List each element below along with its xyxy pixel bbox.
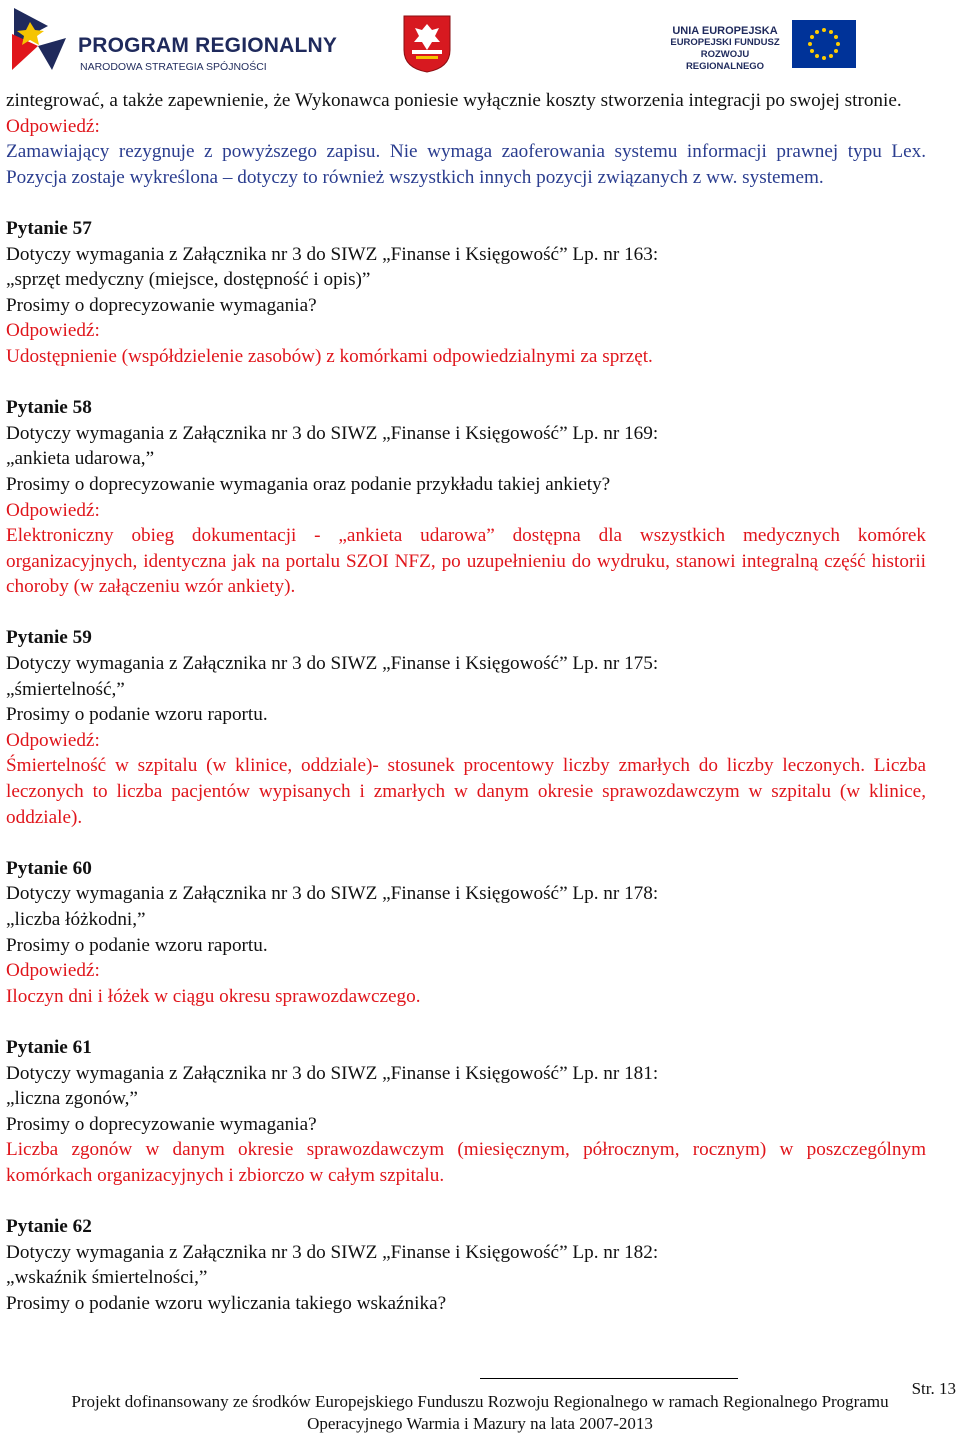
answer-label: Odpowiedź:: [6, 320, 100, 342]
question-title: Pytanie 59: [6, 627, 92, 649]
document-body: [6, 88, 926, 1317]
eu-line-3: ROZWOJU REGIONALNEGO: [685, 49, 765, 72]
page-footer: [0, 1391, 960, 1435]
question-title: Pytanie 61: [6, 1036, 92, 1058]
question-request: Prosimy o doprecyzowanie wymagania?: [6, 294, 317, 316]
footer-line-2: Operacyjnego Warmia i Mazury na lata 2007-2013: [307, 1414, 653, 1433]
eu-line-1: UNIA EUROPEJSKA: [672, 25, 778, 37]
question-request: Prosimy o doprecyzowanie wymagania oraz podanie przykładu takiej ankiety?: [6, 473, 611, 495]
question-item: „wskaźnik śmiertelności,”: [6, 1267, 208, 1289]
answer-label: Odpowiedź:: [6, 960, 100, 982]
warmia-mazury-crest-icon: [402, 14, 452, 74]
answer-text: Iloczyn dni i łóżek w ciągu okresu sprawozdawczego.: [6, 985, 421, 1007]
footer-divider: [480, 1378, 738, 1379]
question-reference: Dotyczy wymagania z Załącznika nr 3 do SIWZ „Finanse i Księgowość” Lp. nr 182:: [6, 1241, 659, 1263]
question-reference: Dotyczy wymagania z Załącznika nr 3 do SIWZ „Finanse i Księgowość” Lp. nr 169:: [6, 422, 659, 444]
page-header: [0, 0, 960, 80]
intro-text: zintegrować, a także zapewnienie, że Wykonawca poniesie wyłącznie koszty stworzenia integracji po swojej stronie.: [6, 90, 902, 111]
answer-label: Odpowiedź:: [6, 729, 100, 751]
answer-text: Śmiertelność w szpitalu (w klinice, oddziale)- stosunek procentowy liczby zmarłych do liczby leczonych. Liczba leczonych to liczba pacjentów wypisanych i zmarłych w danym okresie sprawozdawczym w szpitalu (w klinice, oddziale).: [6, 755, 926, 828]
question-request: Prosimy o podanie wzoru wyliczania takiego wskaźnika?: [6, 1292, 447, 1314]
intro-answer: Zamawiający rezygnuje z powyższego zapisu. Nie wymaga zaoferowania systemu informacji prawnej typu Lex. Pozycja zostaje wykreślona – dotyczy to również wszystkich innych pozycji związanych z ww. systemem.: [6, 141, 926, 188]
question-item: „śmiertelność,”: [6, 678, 125, 700]
question-reference: Dotyczy wymagania z Załącznika nr 3 do SIWZ „Finanse i Księgowość” Lp. nr 175:: [6, 653, 659, 675]
intro-answer-label: Odpowiedź:: [6, 115, 100, 137]
question-item: „sprzęt medyczny (miejsce, dostępność i opis)”: [6, 269, 371, 291]
answer-text: Udostępnienie (współdzielenie zasobów) z komórkami odpowiedzialnymi za sprzęt.: [6, 345, 653, 367]
answer-text: Liczba zgonów w danym okresie sprawozdawczym (miesięcznym, półrocznym, rocznym) w poszczególnym komórkach organizacyjnych i zbiorczo w całym szpitalu.: [6, 1139, 926, 1186]
footer-line-1: Projekt dofinansowany ze środków Europejskiego Funduszu Rozwoju Regionalnego w ramach Regionalnego Programu: [71, 1392, 889, 1411]
answer-text: Elektroniczny obieg dokumentacji - „ankieta udarowa” dostępna dla wszystkich medycznych komórek organizacyjnych, identyczna jak na portalu SZOI NFZ, po uzupełnieniu do wydruku, stanowi integralną część historii choroby (w załączeniu wzór ankiety).: [6, 525, 926, 598]
program-regionalny-logo: [8, 8, 338, 74]
question-item: „liczba łóżkodni,”: [6, 909, 146, 930]
question-reference: Dotyczy wymagania z Załącznika nr 3 do SIWZ „Finanse i Księgowość” Lp. nr 163:: [6, 243, 659, 265]
eu-flag-icon: [792, 20, 856, 68]
question-title: Pytanie 62: [6, 1216, 92, 1238]
question-reference: Dotyczy wymagania z Załącznika nr 3 do SIWZ „Finanse i Księgowość” Lp. nr 178:: [6, 883, 659, 905]
question-item: „liczna zgonów,”: [6, 1088, 138, 1110]
question-item: „ankieta udarowa,”: [6, 448, 155, 470]
eu-fund-label: [664, 25, 786, 73]
question-request: Prosimy o podanie wzoru raportu.: [6, 934, 268, 956]
program-title: PROGRAM REGIONALNY: [78, 34, 338, 57]
program-regionalny-emblem-icon: [8, 8, 72, 74]
question-title: Pytanie 57: [6, 217, 92, 239]
question-request: Prosimy o doprecyzowanie wymagania?: [6, 1113, 317, 1135]
question-title: Pytanie 60: [6, 857, 92, 879]
page-number: Str. 13: [911, 1379, 956, 1398]
question-reference: Dotyczy wymagania z Załącznika nr 3 do SIWZ „Finanse i Księgowość” Lp. nr 181:: [6, 1062, 659, 1084]
question-request: Prosimy o podanie wzoru raportu.: [6, 704, 268, 726]
eu-line-2: EUROPEJSKI FUNDUSZ: [670, 37, 780, 48]
answer-label: Odpowiedź:: [6, 499, 100, 521]
question-title: Pytanie 58: [6, 397, 92, 419]
program-subtitle: NARODOWA STRATEGIA SPÓJNOŚCI: [80, 61, 267, 73]
